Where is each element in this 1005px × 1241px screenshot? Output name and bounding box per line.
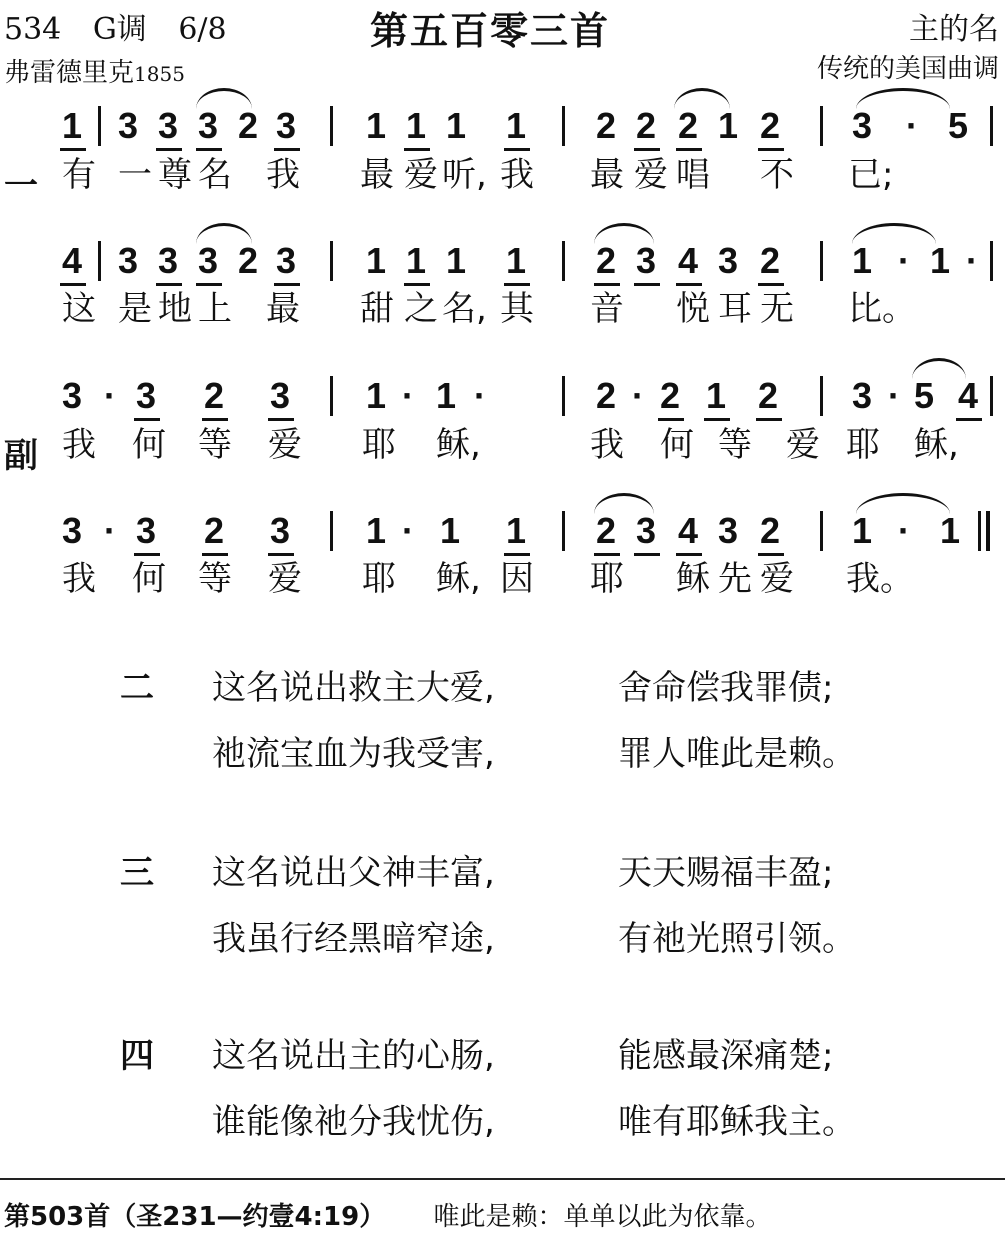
lyric-syllable: 耶 <box>362 425 396 465</box>
note: 4 <box>62 240 83 281</box>
note-underline <box>404 148 430 151</box>
note: 3 <box>62 375 83 416</box>
lyric-syllable: 我 <box>590 425 624 465</box>
note: 3 <box>62 510 83 551</box>
note: 1 <box>852 240 873 281</box>
note-underline <box>758 553 784 556</box>
note: 1 <box>706 375 727 416</box>
barline-end <box>990 106 993 146</box>
note: 1 <box>446 105 467 146</box>
note: 3 <box>270 375 291 416</box>
note: 2 <box>760 240 781 281</box>
lyric-syllable: 最 <box>360 155 394 195</box>
lyric-syllable: 是 <box>118 289 152 329</box>
note: 3 <box>198 105 219 146</box>
lyric-syllable: 无 <box>760 289 794 329</box>
lyric-syllable: 稣 <box>676 559 710 599</box>
note-underline <box>676 553 702 556</box>
verse-line: 唯有耶稣我主。 <box>618 1102 856 1142</box>
note: 2 <box>660 375 681 416</box>
barline <box>562 376 565 416</box>
slur <box>594 493 654 514</box>
note: 2 <box>758 375 779 416</box>
lyric-syllable: 我 <box>500 155 534 195</box>
slur <box>594 223 654 244</box>
footer-reference: 第503首（圣231—约壹4:19） <box>4 1202 386 1232</box>
lyric-syllable: 耶 <box>590 559 624 599</box>
note: 2 <box>204 510 225 551</box>
note: 3 <box>718 240 739 281</box>
lyric-syllable: 尊 <box>158 155 192 195</box>
verse-label: 副 <box>4 436 38 476</box>
lyric-syllable: 已; <box>848 155 894 195</box>
note: 5 <box>914 375 935 416</box>
note-underline <box>504 148 530 151</box>
hymn-meta <box>4 4 249 48</box>
note: 1 <box>930 240 951 281</box>
lyric-syllable: 唱 <box>676 155 710 195</box>
lyric-syllable: 地 <box>158 289 192 329</box>
note-underline <box>274 148 300 151</box>
lyric-syllable: 爱 <box>786 425 820 465</box>
verse-label: 一 <box>4 166 38 206</box>
barline <box>98 241 101 281</box>
note-underline <box>504 283 530 286</box>
lyric-syllable: 其 <box>500 289 534 329</box>
note: 2 <box>204 375 225 416</box>
note-underline <box>202 553 228 556</box>
verse-line: 有祂光照引领。 <box>618 919 856 959</box>
note: 1 <box>62 105 83 146</box>
note: 1 <box>366 105 387 146</box>
note-underline <box>594 553 620 556</box>
slur <box>196 223 252 244</box>
note: · <box>402 510 414 551</box>
verse-line: 这名说出父神丰富, <box>212 853 495 893</box>
lyric-syllable: 先 <box>718 559 752 599</box>
hymn-theme: 主的名 <box>909 12 999 47</box>
verse-number: 三 <box>120 853 154 893</box>
lyric-syllable: 名 <box>198 155 232 195</box>
verse-line: 能感最深痛楚; <box>618 1036 834 1076</box>
verse-line: 谁能像祂分我忧伤, <box>212 1102 495 1142</box>
note: 2 <box>760 105 781 146</box>
barline <box>330 376 333 416</box>
note: 3 <box>636 510 657 551</box>
note: 1 <box>366 375 387 416</box>
lyric-syllable: 何 <box>132 559 166 599</box>
note: 3 <box>276 105 297 146</box>
hymn-time-signature: 6/8 <box>178 12 227 47</box>
lyric-syllable: 一 <box>118 155 152 195</box>
final-barline-thin <box>978 511 981 551</box>
lyric-syllable: 我 <box>266 155 300 195</box>
barline <box>820 511 823 551</box>
lyric-syllable: 我 <box>62 425 96 465</box>
note-underline <box>758 148 784 151</box>
lyric-syllable: 最 <box>590 155 624 195</box>
note: 1 <box>440 510 461 551</box>
note: 2 <box>760 510 781 551</box>
slur <box>674 88 730 109</box>
composer <box>4 52 185 89</box>
note: · <box>474 375 486 416</box>
verse-line: 这名说出主的心肠, <box>212 1036 495 1076</box>
lyric-syllable: 耶 <box>362 559 396 599</box>
hymn-number: 534 <box>4 12 62 47</box>
note: 3 <box>636 240 657 281</box>
barline-end <box>990 376 993 416</box>
note: 1 <box>718 105 739 146</box>
slur <box>856 493 950 514</box>
note: 1 <box>852 510 873 551</box>
lyric-syllable: 稣, <box>436 425 481 465</box>
verse-line: 舍命偿我罪债; <box>618 668 834 708</box>
lyric-syllable: 等 <box>198 559 232 599</box>
note: 5 <box>948 105 969 146</box>
note: 1 <box>366 240 387 281</box>
lyric-syllable: 爱 <box>268 425 302 465</box>
note-underline <box>956 418 982 421</box>
lyric-syllable: 爱 <box>268 559 302 599</box>
note: · <box>104 510 116 551</box>
note: 2 <box>596 240 617 281</box>
final-barline <box>986 511 990 551</box>
slur <box>856 88 950 109</box>
lyric-syllable: 我。 <box>846 559 914 599</box>
lyric-syllable: 爱 <box>404 155 438 195</box>
note-underline <box>134 418 160 421</box>
lyric-syllable: 我 <box>62 559 96 599</box>
slur <box>852 223 936 244</box>
note: · <box>104 375 116 416</box>
verse-line: 这名说出救主大爱, <box>212 668 495 708</box>
lyric-syllable: 名, <box>442 289 487 329</box>
lyric-syllable: 上 <box>198 289 232 329</box>
note-underline <box>268 553 294 556</box>
lyric-syllable: 稣, <box>436 559 481 599</box>
note: · <box>402 375 414 416</box>
hymn-key: G调 <box>92 12 147 47</box>
note: 3 <box>852 375 873 416</box>
note: · <box>906 105 918 146</box>
note: · <box>966 240 978 281</box>
footer-note: 唯此是赖：单单以此为依靠。 <box>433 1202 772 1232</box>
note-underline <box>156 148 182 151</box>
note: 1 <box>446 240 467 281</box>
note-underline <box>634 553 660 556</box>
note: 4 <box>958 375 979 416</box>
note: 3 <box>276 240 297 281</box>
verse-line: 罪人唯此是赖。 <box>618 734 856 774</box>
note: 3 <box>270 510 291 551</box>
barline <box>330 241 333 281</box>
note-underline <box>504 553 530 556</box>
barline <box>562 241 565 281</box>
note: · <box>888 375 900 416</box>
note: 2 <box>238 105 259 146</box>
note-underline <box>594 283 620 286</box>
note: 2 <box>596 105 617 146</box>
lyric-syllable: 不 <box>760 155 794 195</box>
barline <box>562 106 565 146</box>
composer-year: 1855 <box>134 62 185 86</box>
barline <box>820 376 823 416</box>
lyric-syllable: 爱 <box>634 155 668 195</box>
verse-number: 二 <box>120 668 154 708</box>
barline <box>330 511 333 551</box>
lyric-syllable: 有 <box>62 155 96 195</box>
note-underline <box>202 418 228 421</box>
lyric-syllable: 等 <box>198 425 232 465</box>
barline-end <box>990 241 993 281</box>
note-underline <box>756 418 782 421</box>
note-underline <box>634 283 660 286</box>
note-underline <box>60 148 86 151</box>
note-underline <box>60 283 86 286</box>
note-underline <box>404 283 430 286</box>
lyric-syllable: 因 <box>500 559 534 599</box>
verse-line: 天天赐福丰盈; <box>618 853 834 893</box>
note: 1 <box>436 375 457 416</box>
note-underline <box>268 418 294 421</box>
slur <box>912 358 966 379</box>
note: 1 <box>366 510 387 551</box>
note-underline <box>704 418 730 421</box>
note: 3 <box>118 240 139 281</box>
note-underline <box>758 283 784 286</box>
note: 2 <box>678 105 699 146</box>
note: 4 <box>678 510 699 551</box>
note: 3 <box>158 105 179 146</box>
note: 3 <box>718 510 739 551</box>
note: 3 <box>198 240 219 281</box>
note: 3 <box>118 105 139 146</box>
lyric-syllable: 悦 <box>676 289 710 329</box>
note-underline <box>274 283 300 286</box>
note-underline <box>634 148 660 151</box>
note: · <box>898 240 910 281</box>
note: · <box>632 375 644 416</box>
lyric-syllable: 耶 <box>846 425 880 465</box>
footer <box>4 1196 772 1233</box>
lyric-syllable: 音 <box>590 289 624 329</box>
note: 2 <box>596 510 617 551</box>
verse-line: 我虽行经黑暗窄途, <box>212 919 495 959</box>
lyric-syllable: 比。 <box>848 289 916 329</box>
note: 2 <box>636 105 657 146</box>
note: 3 <box>158 240 179 281</box>
page-title: 第五百零三首 <box>370 9 611 53</box>
note: 1 <box>506 240 527 281</box>
tune-source: 传统的美国曲调 <box>816 54 999 84</box>
lyric-syllable: 何 <box>132 425 166 465</box>
lyric-syllable: 这 <box>62 289 96 329</box>
note-underline <box>134 553 160 556</box>
note-underline <box>156 283 182 286</box>
note: 1 <box>406 240 427 281</box>
note-underline <box>658 418 684 421</box>
note: 2 <box>596 375 617 416</box>
note: 3 <box>852 105 873 146</box>
lyric-syllable: 之 <box>404 289 438 329</box>
barline <box>820 106 823 146</box>
note-underline <box>676 148 702 151</box>
note: 3 <box>136 375 157 416</box>
note: · <box>898 510 910 551</box>
note: 1 <box>406 105 427 146</box>
verse-number: 四 <box>120 1036 154 1076</box>
barline <box>820 241 823 281</box>
note: 4 <box>678 240 699 281</box>
barline <box>98 106 101 146</box>
note-underline <box>196 148 222 151</box>
lyric-syllable: 等 <box>718 425 752 465</box>
lyric-syllable: 耳 <box>718 289 752 329</box>
barline <box>330 106 333 146</box>
note: 1 <box>506 105 527 146</box>
note: 1 <box>506 510 527 551</box>
note-underline <box>196 283 222 286</box>
verse-line: 祂流宝血为我受害, <box>212 734 495 774</box>
note: 3 <box>136 510 157 551</box>
lyric-syllable: 最 <box>266 289 300 329</box>
note: 1 <box>940 510 961 551</box>
lyric-syllable: 听, <box>442 155 487 195</box>
composer-name: 弗雷德里克 <box>4 58 135 88</box>
barline <box>562 511 565 551</box>
lyric-syllable: 何 <box>660 425 694 465</box>
lyric-syllable: 稣, <box>914 425 959 465</box>
lyric-syllable: 爱 <box>760 559 794 599</box>
footer-divider <box>0 1178 1005 1180</box>
note: 2 <box>238 240 259 281</box>
note-underline <box>676 283 702 286</box>
lyric-syllable: 甜 <box>360 289 394 329</box>
slur <box>196 88 252 109</box>
